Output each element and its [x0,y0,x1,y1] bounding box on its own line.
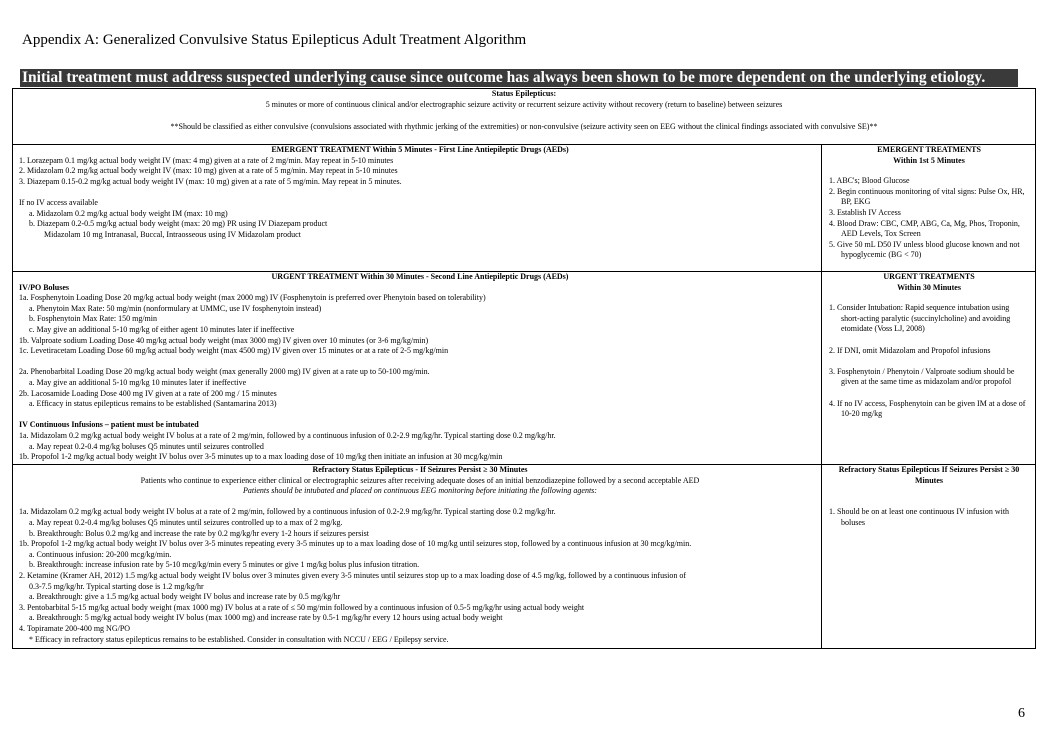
emergent-right-item: 2. Begin continuous monitoring of vital signs: Pulse Ox, HR, BP, EKG [829,186,1025,207]
urgent-line: 2a. Phenobarbital Loading Dose 20 mg/kg actual body weight (max generally 2000 mg) IV given at a rate up to 50-100 mg/min. [19,367,430,377]
warning-banner: Initial treatment must address suspected underlying cause since outcome has always been shown to be more dependent on the underlying etiology. [20,69,1018,87]
urgent-line: 1a. Midazolam 0.2 mg/kg actual body weight IV bolus at a rate of 2 mg/min, followed by a continuous infusion of 0.2-2.9 mg/kg/hr. Typical starting dose 0.2 mg/kg/hr. [19,430,556,440]
refractory-line: 1a. Midazolam 0.2 mg/kg actual body weight IV bolus at a rate of 2 mg/min, followed by a continuous infusion of 0.2-2.9 mg/kg/hr. Typical starting dose 0.2 mg/kg/hr. [19,507,556,517]
urgent-line: b. Fosphenytoin Max Rate: 150 mg/min [29,314,157,324]
refractory-line: a. Breakthrough: 5 mg/kg actual body weight IV bolus (max 1000 mg) and increase rate by 0.5-1 mg/kg/hr every 12 hours using actual body weight [29,613,503,623]
refractory-intubation-note: Patients should be intubated and placed on continuous EEG monitoring before initiating the following agents: [243,486,597,496]
emergent-heading: EMERGENT TREATMENT Within 5 Minutes - First Line Antiepileptic Drugs (AEDs) [271,145,569,154]
refractory-heading: Refractory Status Epilepticus - If Seizures Persist ≥ 30 Minutes [312,465,528,474]
refractory-line: 2. Ketamine (Kramer AH, 2012) 1.5 mg/kg actual body weight IV bolus over 3 minutes given every 3-5 minutes until seizures stop up to a max loading dose of 4.5 mg/kg, followed by a continuous infusion of [19,570,687,580]
emergent-right-item: 1. ABC's; Blood Glucose [829,176,910,186]
urgent-right-heading: URGENT TREATMENTS [883,272,975,281]
refractory-section [12,464,1036,649]
status-heading: Status Epilepticus: [491,89,557,98]
refractory-line: a. May repeat 0.2-0.4 mg/kg boluses Q5 minutes until seizures controlled up to a max of 2 mg/kg. [29,517,343,527]
urgent-line: 1c. Levetiracetam Loading Dose 60 mg/kg actual body weight (max 4500 mg) IV given over 15 minutes or at a rate of 2-5 mg/kg/min [19,346,449,356]
urgent-line: c. May give an additional 5-10 mg/kg of either agent 10 minutes later if ineffective [29,324,295,334]
urgent-subheading: IV/PO Boluses [19,282,70,292]
urgent-right-subheading: Within 30 Minutes [897,282,961,292]
urgent-line: a. Phenytoin Max Rate: 50 mg/min (nonformulary at UMMC, use IV fosphenytoin instead) [29,303,322,313]
urgent-right [821,272,1035,464]
urgent-left [13,272,821,464]
urgent-line: 2b. Lacosamide Loading Dose 400 mg IV given at a rate of 200 mg / 15 minutes [19,388,277,398]
refractory-line: a. Continuous infusion: 20-200 mcg/kg/min. [29,549,172,559]
refractory-line: * Efficacy in refractory status epilepticus remains to be established. Consider in consultation with NCCU / EEG / Epilepsy service. [29,634,449,644]
emergent-right-item: 4. Blood Draw: CBC, CMP, ABG, Ca, Mg, Phos, Troponin, AED Levels, Tox Screen [829,218,1020,239]
no-iv-label: If no IV access available [19,197,98,207]
emergent-sub-line: b. Diazepam 0.2-0.5 mg/kg actual body weight (max: 20 mg) PR using IV Diazepam product [29,219,328,229]
status-definition-box [12,88,1036,145]
urgent-line: a. May give an additional 5-10 mg/kg 10 minutes later if ineffective [29,377,247,387]
refractory-right [821,465,1035,648]
refractory-description: Patients who continue to experience either clinical or electrographic seizures after receiving adequate doses of an initial benzodiazepine followed by a second acceptable AED [140,475,700,485]
refractory-line: b. Breakthrough: Bolus 0.2 mg/kg and increase the rate by 0.2 mg/kg/hr every 1-2 hours if seizures persist [29,528,369,538]
emergent-right-heading: EMERGENT TREATMENTS [877,145,981,154]
urgent-right-item: 1. Consider Intubation: Rapid sequence intubation using short-acting paralytic (succinylcholine) and avoiding etomidate (Voss LJ, 2008) [829,303,1011,334]
emergent-line: 2. Midazolam 0.2 mg/kg actual body weight IV (max: 10 mg) given at a rate of 5 mg/min. May repeat in 5-10 minutes [19,166,398,176]
refractory-right-heading: Refractory Status Epilepticus If Seizures Persist ≥ 30 Minutes [838,465,1020,485]
emergent-right-subheading: Within 1st 5 Minutes [893,155,965,165]
emergent-right-item: 3. Establish IV Access [829,207,901,217]
urgent-line: 1b. Valproate sodium Loading Dose 40 mg/kg actual body weight (max 3000 mg) IV given over 10 minutes (or 3-6 mg/kg/min) [19,335,429,345]
emergent-line: 1. Lorazepam 0.1 mg/kg actual body weight IV (max: 4 mg) given at a rate of 2 mg/min. May repeat in 5-10 minutes [19,155,394,165]
urgent-line: a. Efficacy in status epilepticus remains to be established (Santamarina 2013) [29,399,277,409]
emergent-right-item: 5. Give 50 mL D50 IV unless blood glucose known and not hypoglycemic (BG < 70) [829,239,1020,260]
emergent-sub-line: a. Midazolam 0.2 mg/kg actual body weight IM (max: 10 mg) [29,208,228,218]
urgent-line: a. May repeat 0.2-0.4 mg/kg boluses Q5 minutes until seizures controlled [29,441,264,451]
urgent-continuous-heading: IV Continuous Infusions – patient must be intubated [19,420,199,430]
urgent-line: 1b. Propofol 1-2 mg/kg actual body weight IV bolus over 3-5 minutes up to a max loading dose of 10 mg/kg then initiate an infusion at 30 mcg/kg/min [19,452,503,462]
emergent-sub-line: Midazolam 10 mg Intranasal, Buccal, Intraosseous using IV Midazolam product [44,229,301,239]
emergent-section [12,144,1036,272]
refractory-left [13,465,821,648]
urgent-heading: URGENT TREATMENT Within 30 Minutes - Second Line Antiepileptic Drugs (AEDs) [271,272,569,281]
urgent-right-item: 4. If no IV access, Fosphenytoin can be given IM at a dose of 10-20 mg/kg [829,398,1026,419]
urgent-line: 1a. Fosphenytoin Loading Dose 20 mg/kg actual body weight (max 2000 mg) IV (Fosphenytoin is preferred over Phenytoin based on tolerability) [19,293,486,303]
refractory-line: b. Breakthrough: increase infusion rate by 5-10 mcg/kg/min every 5 minutes or give 1 mg/kg bolus plus infusion titration. [29,560,420,570]
emergent-right [821,145,1035,271]
document-title: Appendix A: Generalized Convulsive Status Epilepticus Adult Treatment Algorithm [22,32,527,48]
refractory-line: 0.3-7.5 mg/kg/hr. Typical starting dose is 1.2 mg/kg/hr [29,581,204,591]
urgent-right-item: 2. If DNI, omit Midazolam and Propofol infusions [829,345,991,355]
page-number: 6 [1018,706,1025,721]
status-classification-note: **Should be classified as either convulsive (convulsions associated with rhythmic jerking of the extremities) or non-convulsive (seizure activity seen on EEG without the clinical findings associated with convulsive SE)** [170,122,878,132]
emergent-line: 3. Diazepam 0.15-0.2 mg/kg actual body weight IV (max: 10 mg) given at a rate of 5 mg/min. May repeat in 5 minutes. [19,176,402,186]
emergent-left [13,145,821,271]
refractory-line: 3. Pentobarbital 5-15 mg/kg actual body weight (max 1000 mg) IV bolus at a rate of ≤ 50 mg/min followed by a continuous infusion of 0.5-5 mg/kg/hr using actual body weight [19,602,585,612]
refractory-line: 1b. Propofol 1-2 mg/kg actual body weight IV bolus over 3-5 minutes repeating every 3-5 minutes up to a max loading dose of 10 mg/kg until seizures stop, followed by a continuous infusion at 30 mcg/kg/min. [19,539,692,549]
refractory-line: 4. Topiramate 200-400 mg NG/PO [19,623,131,633]
urgent-right-item: 3. Fosphenytoin / Phenytoin / Valproate sodium should be given at the same time as midazolam and/or propofol [829,366,1015,387]
urgent-section [12,271,1036,465]
refractory-line: a. Breakthrough: give a 1.5 mg/kg actual body weight IV bolus and increase rate by 0.5 mg/kg/hr [29,592,341,602]
status-definition: 5 minutes or more of continuous clinical and/or electrographic seizure activity or recurrent seizure activity without recovery (return to baseline) between seizures [265,99,783,109]
refractory-right-item: 1. Should be on at least one continuous IV infusion with boluses [829,507,1010,527]
